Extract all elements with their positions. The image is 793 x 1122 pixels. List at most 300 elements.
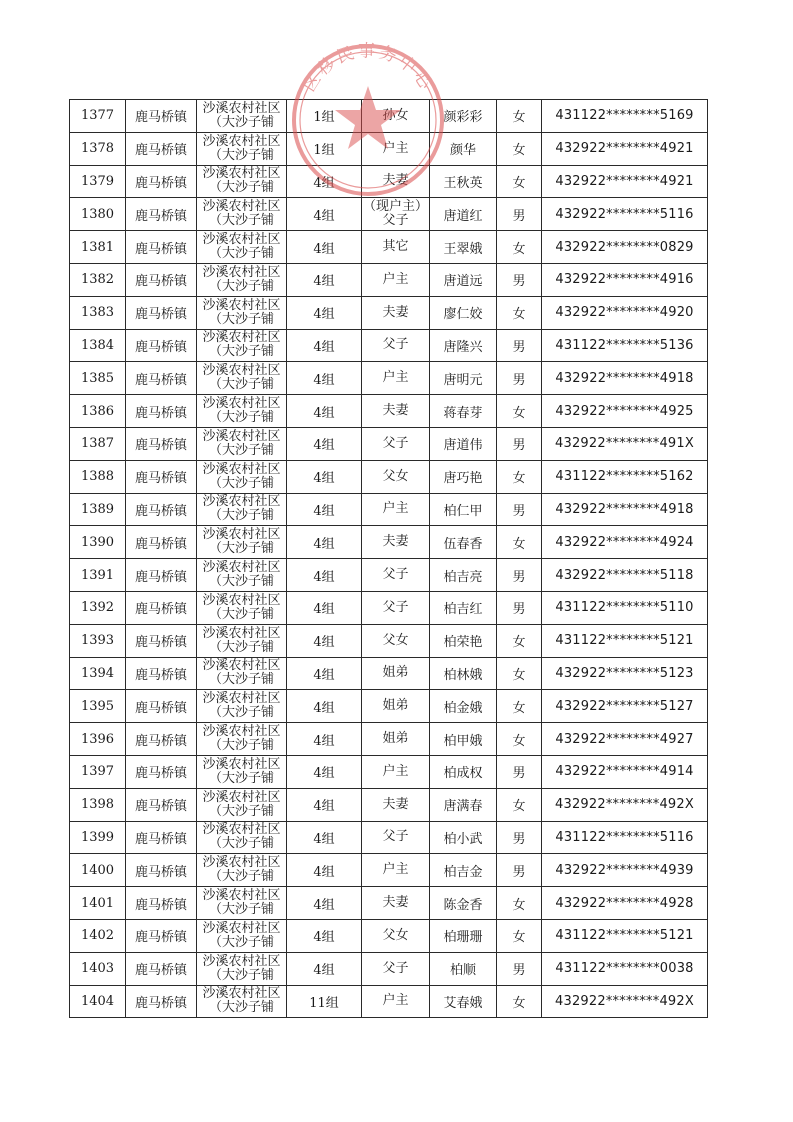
- relation-cell: [362, 723, 430, 756]
- relation-line-1: 户主: [382, 862, 409, 878]
- table-row: [70, 296, 708, 329]
- row-number: 1386: [70, 395, 126, 428]
- relation-cell: [362, 263, 430, 296]
- town-cell: 鹿马桥镇: [126, 919, 197, 952]
- group-cell: 1组: [287, 132, 362, 165]
- table-row: [70, 854, 708, 887]
- name-cell: 蒋春芽: [430, 395, 497, 428]
- relation-cell: [362, 231, 430, 264]
- community-line-2: （大沙子铺: [208, 738, 274, 754]
- id-number-cell: 431122********5136: [542, 329, 708, 362]
- table-row: [70, 329, 708, 362]
- id-number-cell: 432922********4918: [542, 362, 708, 395]
- community-line-1: 沙溪农村社区: [202, 691, 281, 707]
- relation-cell: [362, 395, 430, 428]
- relation-line-1: 姐弟: [382, 731, 409, 747]
- table-row: [70, 198, 708, 231]
- community-cell: [197, 690, 287, 723]
- relation-cell: [362, 854, 430, 887]
- relation-cell: [362, 887, 430, 920]
- community-cell: [197, 526, 287, 559]
- community-line-1: 沙溪农村社区: [202, 822, 281, 838]
- community-cell: [197, 919, 287, 952]
- community-cell: [197, 657, 287, 690]
- relation-cell: [362, 624, 430, 657]
- gender-cell: 女: [497, 985, 542, 1018]
- community-line-2: （大沙子铺: [208, 705, 274, 721]
- community-line-1: 沙溪农村社区: [202, 264, 281, 280]
- table-row: [70, 985, 708, 1018]
- community-line-1: 沙溪农村社区: [202, 920, 281, 936]
- id-number-cell: 432922********4920: [542, 296, 708, 329]
- gender-cell: 女: [497, 165, 542, 198]
- community-line-1: 沙溪农村社区: [202, 756, 281, 772]
- community-line-1: 沙溪农村社区: [202, 330, 281, 346]
- town-cell: 鹿马桥镇: [126, 132, 197, 165]
- community-line-2: （大沙子铺: [208, 377, 274, 393]
- town-cell: 鹿马桥镇: [126, 887, 197, 920]
- group-cell: 4组: [287, 362, 362, 395]
- group-cell: 4组: [287, 263, 362, 296]
- community-line-2: （大沙子铺: [208, 180, 274, 196]
- name-cell: 柏顺: [430, 952, 497, 985]
- row-number: 1377: [70, 100, 126, 133]
- town-cell: 鹿马桥镇: [126, 460, 197, 493]
- community-line-1: 沙溪农村社区: [202, 100, 281, 116]
- table-row: [70, 919, 708, 952]
- id-number-cell: 432922********0829: [542, 231, 708, 264]
- name-cell: 柏林娥: [430, 657, 497, 690]
- gender-cell: 男: [497, 821, 542, 854]
- community-cell: [197, 100, 287, 133]
- name-cell: 王翠娥: [430, 231, 497, 264]
- town-cell: 鹿马桥镇: [126, 690, 197, 723]
- relation-line-1: （现户主）: [362, 199, 428, 215]
- community-line-2: （大沙子铺: [208, 672, 274, 688]
- name-cell: 唐满春: [430, 788, 497, 821]
- group-cell: 4组: [287, 427, 362, 460]
- relation-line-1: 户主: [382, 763, 409, 779]
- table-row: [70, 723, 708, 756]
- community-line-2: （大沙子铺: [208, 147, 274, 163]
- id-number-cell: 432922********4924: [542, 526, 708, 559]
- id-number-cell: 432922********4927: [542, 723, 708, 756]
- community-cell: [197, 821, 287, 854]
- table-row: [70, 132, 708, 165]
- community-line-2: （大沙子铺: [208, 311, 274, 327]
- relation-line-1: 户主: [382, 501, 409, 517]
- community-line-1: 沙溪农村社区: [202, 986, 281, 1002]
- relation-cell: [362, 919, 430, 952]
- relation-line-1: 父子: [382, 435, 409, 451]
- resident-register-table: [69, 99, 708, 1018]
- community-cell: [197, 427, 287, 460]
- group-cell: 4组: [287, 198, 362, 231]
- name-cell: 唐巧艳: [430, 460, 497, 493]
- id-number-cell: 432922********4925: [542, 395, 708, 428]
- relation-line-1: 孙女: [382, 107, 409, 123]
- row-number: 1388: [70, 460, 126, 493]
- relation-cell: [362, 952, 430, 985]
- relation-line-1: 夫妻: [382, 403, 409, 419]
- name-cell: 柏珊珊: [430, 919, 497, 952]
- town-cell: 鹿马桥镇: [126, 165, 197, 198]
- relation-cell: [362, 526, 430, 559]
- community-line-1: 沙溪农村社区: [202, 592, 281, 608]
- name-cell: 伍春香: [430, 526, 497, 559]
- relation-cell: [362, 100, 430, 133]
- id-number-cell: 432922********4916: [542, 263, 708, 296]
- community-cell: [197, 165, 287, 198]
- row-number: 1400: [70, 854, 126, 887]
- table-row: [70, 231, 708, 264]
- gender-cell: 男: [497, 263, 542, 296]
- community-line-1: 沙溪农村社区: [202, 855, 281, 871]
- id-number-cell: 432922********4939: [542, 854, 708, 887]
- group-cell: 4组: [287, 952, 362, 985]
- relation-line-1: 户主: [382, 271, 409, 287]
- town-cell: 鹿马桥镇: [126, 526, 197, 559]
- community-cell: [197, 755, 287, 788]
- community-line-2: （大沙子铺: [208, 442, 274, 458]
- town-cell: 鹿马桥镇: [126, 952, 197, 985]
- id-number-cell: 432922********5123: [542, 657, 708, 690]
- table-row: [70, 395, 708, 428]
- relation-line-1: 姐弟: [382, 698, 409, 714]
- row-number: 1392: [70, 591, 126, 624]
- relation-line-1: 父女: [382, 468, 409, 484]
- row-number: 1396: [70, 723, 126, 756]
- town-cell: 鹿马桥镇: [126, 559, 197, 592]
- row-number: 1389: [70, 493, 126, 526]
- gender-cell: 男: [497, 329, 542, 362]
- gender-cell: 女: [497, 690, 542, 723]
- community-line-2: （大沙子铺: [208, 114, 274, 130]
- name-cell: 柏吉红: [430, 591, 497, 624]
- community-cell: [197, 788, 287, 821]
- community-line-1: 沙溪农村社区: [202, 461, 281, 477]
- name-cell: 柏仁甲: [430, 493, 497, 526]
- relation-cell: [362, 165, 430, 198]
- row-number: 1401: [70, 887, 126, 920]
- name-cell: 王秋英: [430, 165, 497, 198]
- town-cell: 鹿马桥镇: [126, 723, 197, 756]
- community-line-1: 沙溪农村社区: [202, 494, 281, 510]
- name-cell: 柏成权: [430, 755, 497, 788]
- id-number-cell: 432922********5127: [542, 690, 708, 723]
- relation-cell: [362, 657, 430, 690]
- town-cell: 鹿马桥镇: [126, 231, 197, 264]
- row-number: 1390: [70, 526, 126, 559]
- community-line-1: 沙溪农村社区: [202, 396, 281, 412]
- gender-cell: 女: [497, 887, 542, 920]
- town-cell: 鹿马桥镇: [126, 395, 197, 428]
- table-row: [70, 821, 708, 854]
- relation-cell: [362, 755, 430, 788]
- community-cell: [197, 985, 287, 1018]
- community-line-2: （大沙子铺: [208, 803, 274, 819]
- id-number-cell: 431122********5121: [542, 624, 708, 657]
- relation-cell: [362, 690, 430, 723]
- community-line-2: （大沙子铺: [208, 541, 274, 557]
- table-row: [70, 690, 708, 723]
- group-cell: 4组: [287, 231, 362, 264]
- relation-line-1: 姐弟: [382, 665, 409, 681]
- relation-cell: [362, 362, 430, 395]
- group-cell: 1组: [287, 100, 362, 133]
- relation-cell: [362, 559, 430, 592]
- group-cell: 4组: [287, 591, 362, 624]
- table-row: [70, 100, 708, 133]
- group-cell: 4组: [287, 854, 362, 887]
- row-number: 1382: [70, 263, 126, 296]
- town-cell: 鹿马桥镇: [126, 788, 197, 821]
- community-cell: [197, 329, 287, 362]
- relation-line-1: 父子: [382, 337, 409, 353]
- table-row: [70, 952, 708, 985]
- id-number-cell: 432922********4921: [542, 165, 708, 198]
- town-cell: 鹿马桥镇: [126, 100, 197, 133]
- gender-cell: 男: [497, 427, 542, 460]
- community-line-2: （大沙子铺: [208, 1000, 274, 1016]
- row-number: 1387: [70, 427, 126, 460]
- community-line-1: 沙溪农村社区: [202, 428, 281, 444]
- community-line-1: 沙溪农村社区: [202, 560, 281, 576]
- town-cell: 鹿马桥镇: [126, 985, 197, 1018]
- relation-line-1: 父女: [382, 927, 409, 943]
- name-cell: 柏荣艳: [430, 624, 497, 657]
- table-row: [70, 788, 708, 821]
- community-line-2: （大沙子铺: [208, 967, 274, 983]
- relation-line-1: 夫妻: [382, 534, 409, 550]
- relation-line-1: 户主: [382, 993, 409, 1009]
- gender-cell: 男: [497, 591, 542, 624]
- community-line-2: （大沙子铺: [208, 475, 274, 491]
- gender-cell: 男: [497, 755, 542, 788]
- relation-cell: [362, 132, 430, 165]
- town-cell: 鹿马桥镇: [126, 427, 197, 460]
- row-number: 1393: [70, 624, 126, 657]
- group-cell: 4组: [287, 526, 362, 559]
- table-row: [70, 493, 708, 526]
- group-cell: 4组: [287, 723, 362, 756]
- community-cell: [197, 624, 287, 657]
- community-line-2: （大沙子铺: [208, 246, 274, 262]
- community-cell: [197, 362, 287, 395]
- community-line-2: （大沙子铺: [208, 278, 274, 294]
- community-line-1: 沙溪农村社区: [202, 527, 281, 543]
- relation-cell: [362, 493, 430, 526]
- gender-cell: 女: [497, 624, 542, 657]
- gender-cell: 男: [497, 362, 542, 395]
- community-line-2: （大沙子铺: [208, 410, 274, 426]
- relation-line-1: 父子: [382, 960, 409, 976]
- group-cell: 4组: [287, 690, 362, 723]
- row-number: 1378: [70, 132, 126, 165]
- name-cell: 唐道红: [430, 198, 497, 231]
- gender-cell: 男: [497, 854, 542, 887]
- community-line-2: （大沙子铺: [208, 770, 274, 786]
- table-row: [70, 559, 708, 592]
- relation-cell: [362, 788, 430, 821]
- gender-cell: 女: [497, 296, 542, 329]
- name-cell: 柏甲娥: [430, 723, 497, 756]
- community-line-2: （大沙子铺: [208, 606, 274, 622]
- relation-cell: [362, 591, 430, 624]
- table-row: [70, 887, 708, 920]
- row-number: 1391: [70, 559, 126, 592]
- relation-cell: [362, 821, 430, 854]
- id-number-cell: 432922********4914: [542, 755, 708, 788]
- relation-cell: [362, 985, 430, 1018]
- id-number-cell: 431122********5116: [542, 821, 708, 854]
- community-cell: [197, 296, 287, 329]
- community-line-1: 沙溪农村社区: [202, 166, 281, 182]
- community-line-1: 沙溪农村社区: [202, 363, 281, 379]
- relation-cell: [362, 427, 430, 460]
- community-line-1: 沙溪农村社区: [202, 658, 281, 674]
- community-line-1: 沙溪农村社区: [202, 724, 281, 740]
- community-line-2: （大沙子铺: [208, 213, 274, 229]
- community-cell: [197, 460, 287, 493]
- community-cell: [197, 493, 287, 526]
- community-line-1: 沙溪农村社区: [202, 199, 281, 215]
- town-cell: 鹿马桥镇: [126, 493, 197, 526]
- community-line-2: （大沙子铺: [208, 902, 274, 918]
- gender-cell: 女: [497, 231, 542, 264]
- community-line-2: （大沙子铺: [208, 836, 274, 852]
- table-body: [70, 100, 708, 1018]
- row-number: 1395: [70, 690, 126, 723]
- name-cell: 艾春娥: [430, 985, 497, 1018]
- group-cell: 4组: [287, 329, 362, 362]
- town-cell: 鹿马桥镇: [126, 263, 197, 296]
- gender-cell: 男: [497, 493, 542, 526]
- name-cell: 唐隆兴: [430, 329, 497, 362]
- id-number-cell: 432922********5116: [542, 198, 708, 231]
- community-line-2: （大沙子铺: [208, 508, 274, 524]
- group-cell: 4组: [287, 821, 362, 854]
- town-cell: 鹿马桥镇: [126, 657, 197, 690]
- gender-cell: 女: [497, 657, 542, 690]
- town-cell: 鹿马桥镇: [126, 821, 197, 854]
- relation-line-1: 户主: [382, 370, 409, 386]
- row-number: 1397: [70, 755, 126, 788]
- name-cell: 廖仁姣: [430, 296, 497, 329]
- community-cell: [197, 263, 287, 296]
- row-number: 1394: [70, 657, 126, 690]
- community-line-1: 沙溪农村社区: [202, 232, 281, 248]
- relation-line-1: 父子: [382, 567, 409, 583]
- town-cell: 鹿马桥镇: [126, 755, 197, 788]
- community-cell: [197, 198, 287, 231]
- community-cell: [197, 395, 287, 428]
- svg-text:区移民事务中心: 区移民事务中心: [299, 41, 437, 96]
- community-cell: [197, 887, 287, 920]
- relation-line-1: 父子: [382, 829, 409, 845]
- group-cell: 4组: [287, 559, 362, 592]
- name-cell: 柏金娥: [430, 690, 497, 723]
- group-cell: 4组: [287, 460, 362, 493]
- group-cell: 4组: [287, 887, 362, 920]
- row-number: 1383: [70, 296, 126, 329]
- community-line-1: 沙溪农村社区: [202, 133, 281, 149]
- row-number: 1380: [70, 198, 126, 231]
- community-line-1: 沙溪农村社区: [202, 297, 281, 313]
- community-line-1: 沙溪农村社区: [202, 789, 281, 805]
- table-row: [70, 427, 708, 460]
- community-cell: [197, 591, 287, 624]
- group-cell: 4组: [287, 165, 362, 198]
- gender-cell: 女: [497, 460, 542, 493]
- community-line-2: （大沙子铺: [208, 869, 274, 885]
- row-number: 1403: [70, 952, 126, 985]
- row-number: 1398: [70, 788, 126, 821]
- community-line-2: （大沙子铺: [208, 574, 274, 590]
- name-cell: 柏吉亮: [430, 559, 497, 592]
- relation-line-1: 夫妻: [382, 796, 409, 812]
- community-cell: [197, 231, 287, 264]
- community-cell: [197, 559, 287, 592]
- relation-line-1: 夫妻: [382, 895, 409, 911]
- table-row: [70, 263, 708, 296]
- group-cell: 11组: [287, 985, 362, 1018]
- name-cell: 唐道伟: [430, 427, 497, 460]
- town-cell: 鹿马桥镇: [126, 296, 197, 329]
- row-number: 1384: [70, 329, 126, 362]
- row-number: 1399: [70, 821, 126, 854]
- id-number-cell: 432922********492X: [542, 788, 708, 821]
- id-number-cell: 432922********492X: [542, 985, 708, 1018]
- row-number: 1381: [70, 231, 126, 264]
- row-number: 1404: [70, 985, 126, 1018]
- row-number: 1402: [70, 919, 126, 952]
- community-cell: [197, 723, 287, 756]
- name-cell: 唐明元: [430, 362, 497, 395]
- relation-cell: [362, 329, 430, 362]
- gender-cell: 女: [497, 395, 542, 428]
- community-line-1: 沙溪农村社区: [202, 953, 281, 969]
- community-line-2: （大沙子铺: [208, 639, 274, 655]
- community-line-1: 沙溪农村社区: [202, 888, 281, 904]
- community-cell: [197, 132, 287, 165]
- town-cell: 鹿马桥镇: [126, 854, 197, 887]
- id-number-cell: 432922********5118: [542, 559, 708, 592]
- group-cell: 4组: [287, 657, 362, 690]
- table-row: [70, 165, 708, 198]
- id-number-cell: 432922********4918: [542, 493, 708, 526]
- town-cell: 鹿马桥镇: [126, 624, 197, 657]
- gender-cell: 女: [497, 723, 542, 756]
- name-cell: 柏吉金: [430, 854, 497, 887]
- gender-cell: 女: [497, 526, 542, 559]
- id-number-cell: 432922********491X: [542, 427, 708, 460]
- relation-line-2: 父子: [382, 213, 409, 229]
- gender-cell: 男: [497, 559, 542, 592]
- community-line-1: 沙溪农村社区: [202, 625, 281, 641]
- name-cell: 颜彩彩: [430, 100, 497, 133]
- group-cell: 4组: [287, 755, 362, 788]
- group-cell: 4组: [287, 788, 362, 821]
- relation-line-1: 夫妻: [382, 304, 409, 320]
- table-row: [70, 591, 708, 624]
- id-number-cell: 432922********4921: [542, 132, 708, 165]
- relation-line-1: 父女: [382, 632, 409, 648]
- table-row: [70, 624, 708, 657]
- gender-cell: 女: [497, 132, 542, 165]
- group-cell: 4组: [287, 919, 362, 952]
- row-number: 1385: [70, 362, 126, 395]
